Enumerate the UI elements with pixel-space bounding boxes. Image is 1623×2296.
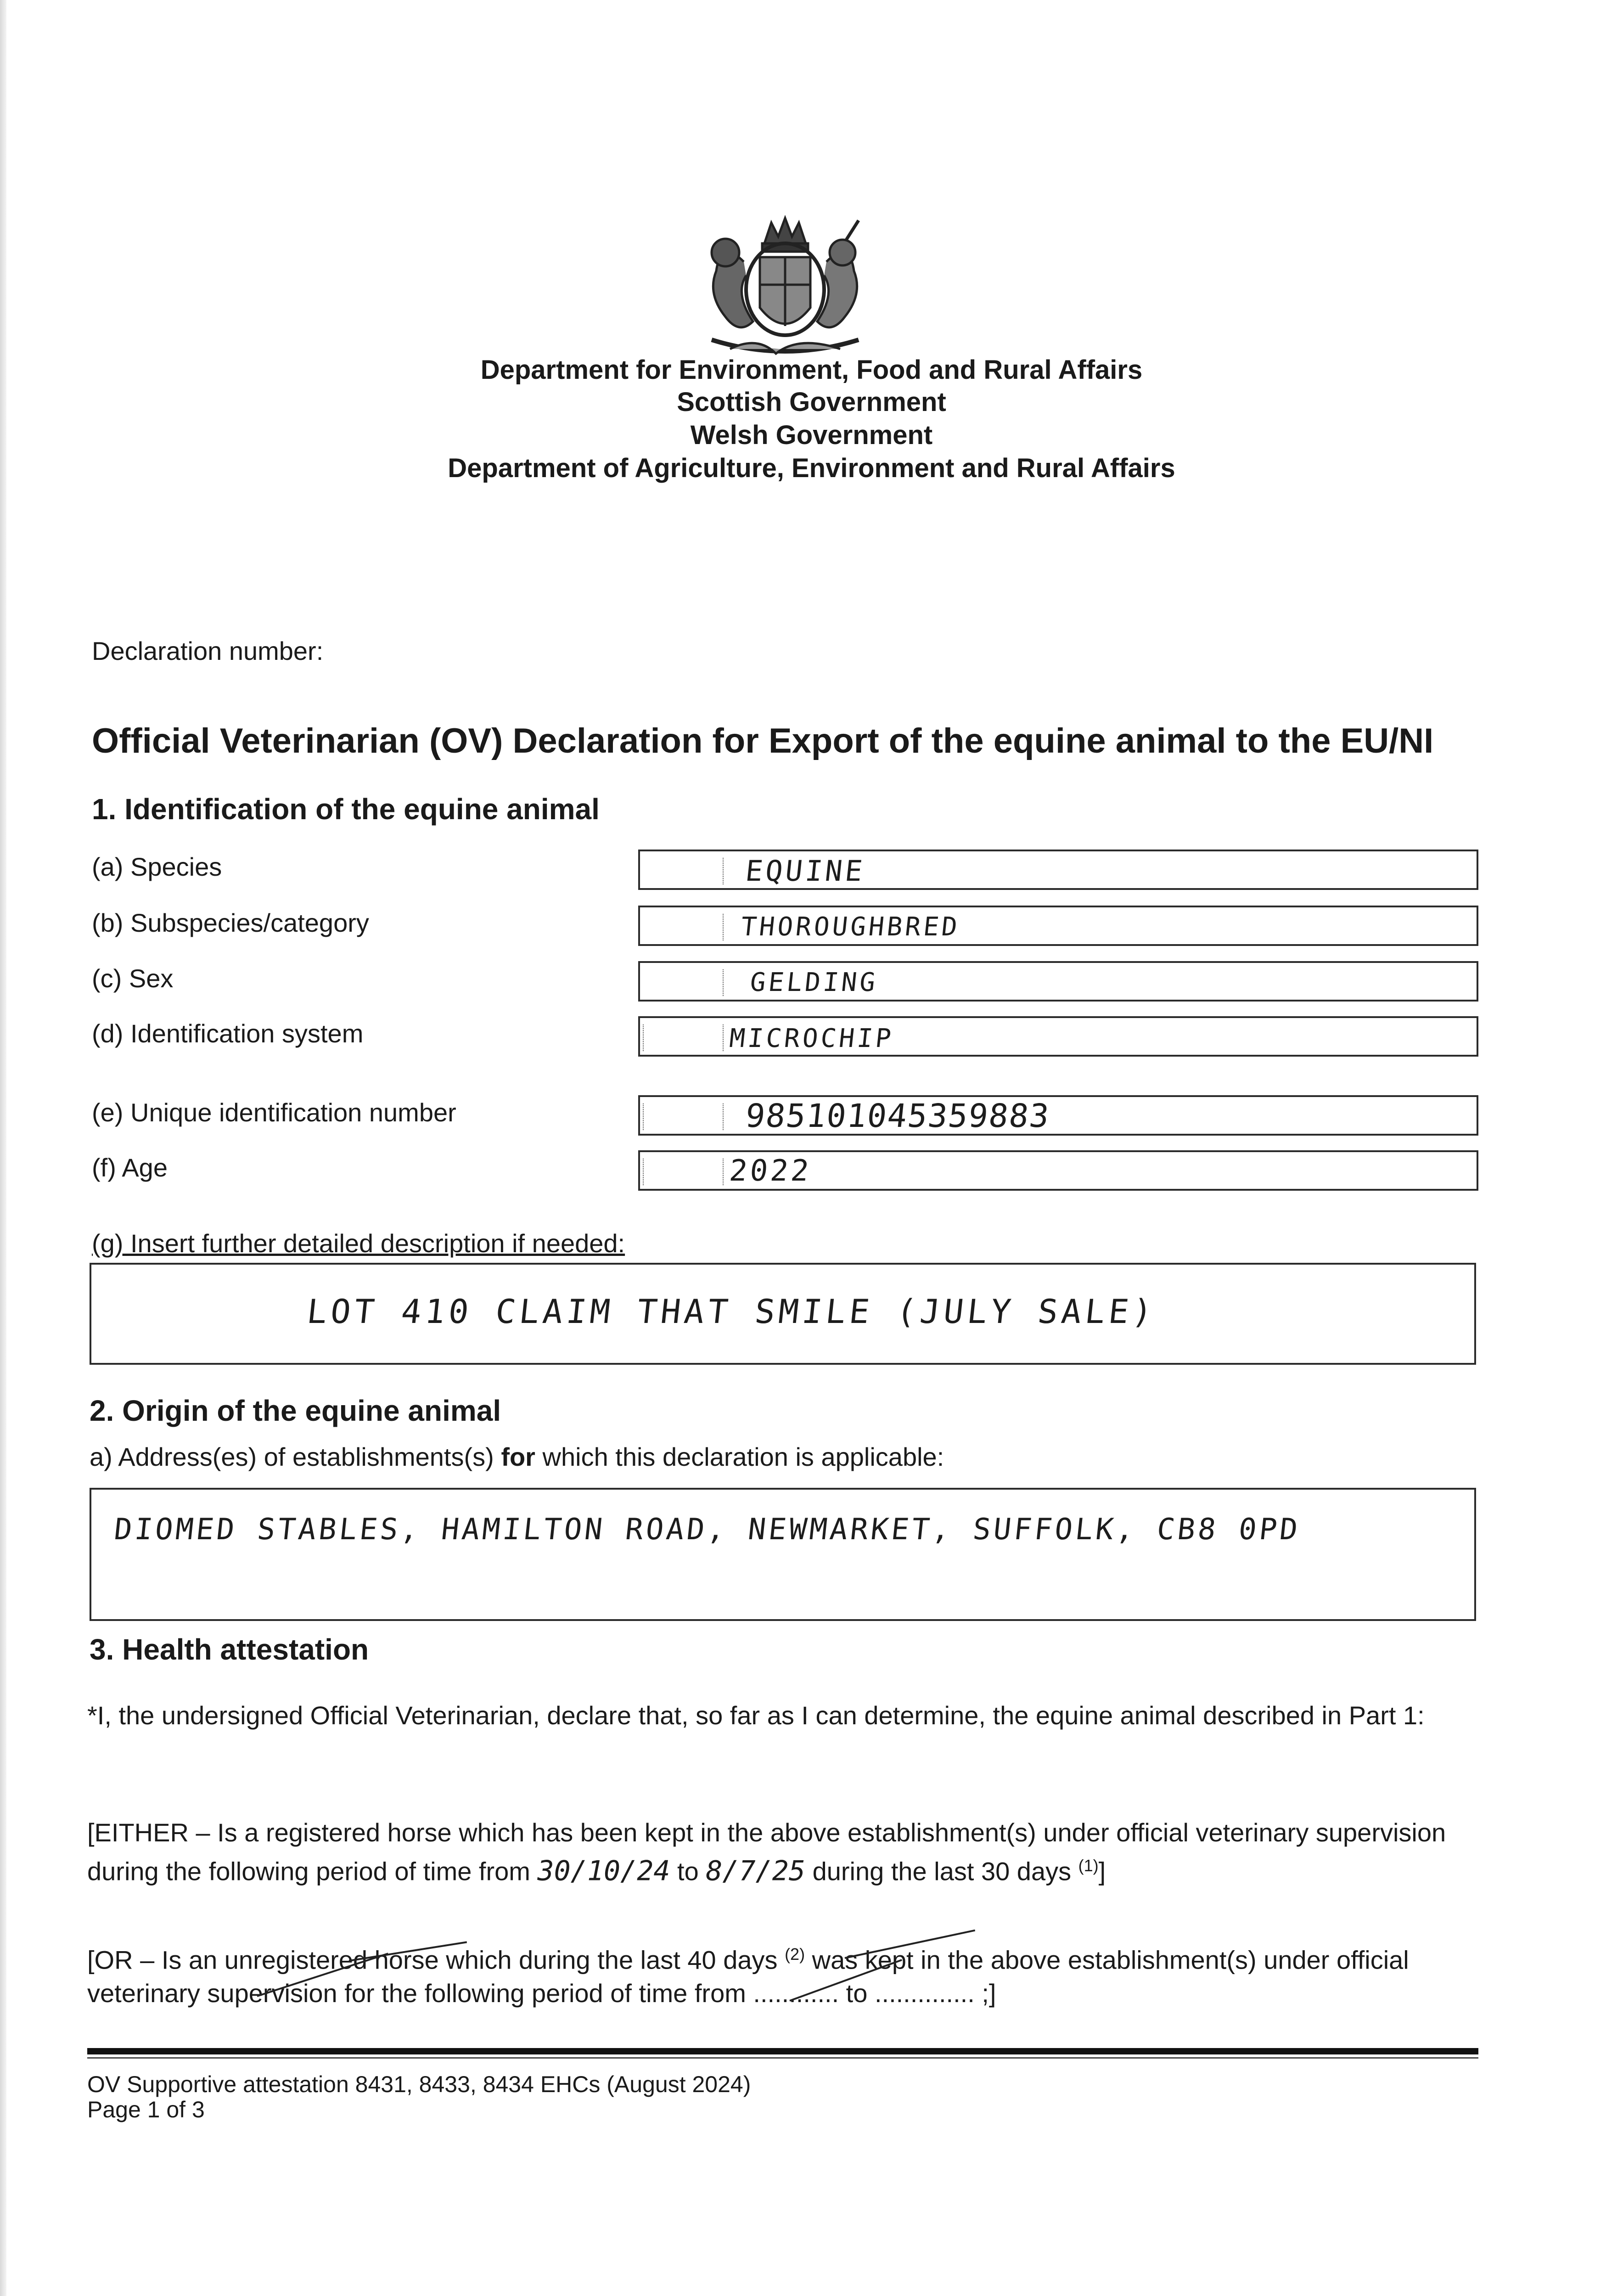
address-label-text: a) Address(es) of establishments(s) (90, 1442, 501, 1471)
section1-heading: 1. Identification of the equine animal (92, 793, 600, 826)
species-label: (a) Species (92, 852, 222, 881)
age-value: 2022 (728, 1154, 814, 1188)
either-from-date: 30/10/24 (537, 1855, 670, 1887)
department-name-defra: Department for Environment, Food and Rural Affairs (480, 355, 1143, 385)
field-marker (723, 1159, 724, 1185)
either-to-date: 8/7/25 (706, 1855, 806, 1887)
department-name-daera: Department of Agriculture, Environment and Rural Affairs (448, 453, 1175, 483)
identification-system-label: (d) Identification system (92, 1019, 364, 1048)
declaration-number-label: Declaration number: (92, 636, 324, 665)
field-marker (723, 1024, 724, 1051)
health-attestation-intro: *I, the undersigned Official Veterinarian, declare that, so far as I can determine, the equine animal described in Part 1: (87, 1701, 1425, 1730)
address-value: DIOMED STABLES, HAMILTON ROAD, NEWMARKET, SUFFOLK, CB8 0PD (112, 1513, 1302, 1547)
description-box[interactable] (90, 1263, 1476, 1365)
either-text: [EITHER – Is a registered horse which has been kept in the above establishment(s) under official veterinary supervision during the following period of time from (87, 1818, 1446, 1886)
footer-attestation-reference: OV Supportive attestation 8431, 8433, 8434 EHCs (August 2024) (87, 2071, 751, 2097)
scan-edge (0, 0, 6, 2296)
or-text: [OR – Is an unregistered horse which during the last 40 days (87, 1945, 785, 1975)
address-box[interactable] (90, 1488, 1476, 1621)
sex-label: (c) Sex (92, 964, 174, 993)
unique-id-value: 985101045359883 (743, 1097, 1052, 1135)
footnote-2-marker: (2) (785, 1945, 805, 1964)
department-name-welsh-government: Welsh Government (690, 420, 933, 450)
royal-coat-of-arms-emblem (684, 202, 886, 372)
unique-id-label: (e) Unique identification number (92, 1098, 456, 1127)
sex-field[interactable] (638, 961, 1478, 1002)
subspecies-field[interactable] (638, 906, 1478, 946)
field-marker (643, 1024, 644, 1051)
field-marker (723, 858, 724, 884)
field-marker (643, 1103, 644, 1130)
sex-value: GELDING (748, 968, 880, 997)
footer-rule (87, 2048, 1478, 2054)
address-label-text-end: which this declaration is applicable: (535, 1442, 944, 1471)
field-marker (723, 914, 724, 940)
document-title: Official Veterinarian (OV) Declaration for Export of the equine animal to the EU/NI (92, 721, 1434, 760)
age-field[interactable] (638, 1150, 1478, 1191)
species-field[interactable] (638, 850, 1478, 890)
or-post-text: was kept in the above establishment(s) under official veterinary supervision for the following period of time from ............ to .............. ;] (87, 1945, 1409, 2008)
species-value: EQUINE (744, 854, 867, 888)
department-name-scottish-government: Scottish Government (677, 387, 946, 417)
field-marker (723, 1103, 724, 1130)
identification-system-field[interactable] (638, 1016, 1478, 1057)
field-marker (723, 969, 724, 996)
age-label: (f) Age (92, 1153, 168, 1182)
subspecies-label: (b) Subspecies/category (92, 908, 369, 937)
address-label (90, 1442, 944, 1472)
or-clause (87, 1938, 1474, 2010)
description-label: (g) Insert further detailed description if needed: (92, 1229, 625, 1258)
footer-rule-thin (87, 2057, 1478, 2059)
unique-id-field[interactable] (638, 1095, 1478, 1136)
identification-system-value: MICROCHIP (728, 1024, 895, 1053)
either-to-text: to (670, 1857, 706, 1886)
either-close-bracket: ] (1098, 1857, 1106, 1886)
either-clause (87, 1816, 1474, 1888)
subspecies-value: THOROUGHBRED (739, 912, 961, 942)
either-post-text: during the last 30 days (805, 1857, 1078, 1886)
field-marker (643, 1159, 644, 1185)
section2-heading: 2. Origin of the equine animal (90, 1394, 501, 1427)
description-value: LOT 410 CLAIM THAT SMILE (JULY SALE) (305, 1292, 1158, 1331)
footnote-1-marker: (1) (1078, 1856, 1099, 1875)
section3-heading: 3. Health attestation (90, 1633, 369, 1666)
footer-page-number: Page 1 of 3 (87, 2097, 205, 2122)
address-label-bold: for (501, 1442, 535, 1471)
